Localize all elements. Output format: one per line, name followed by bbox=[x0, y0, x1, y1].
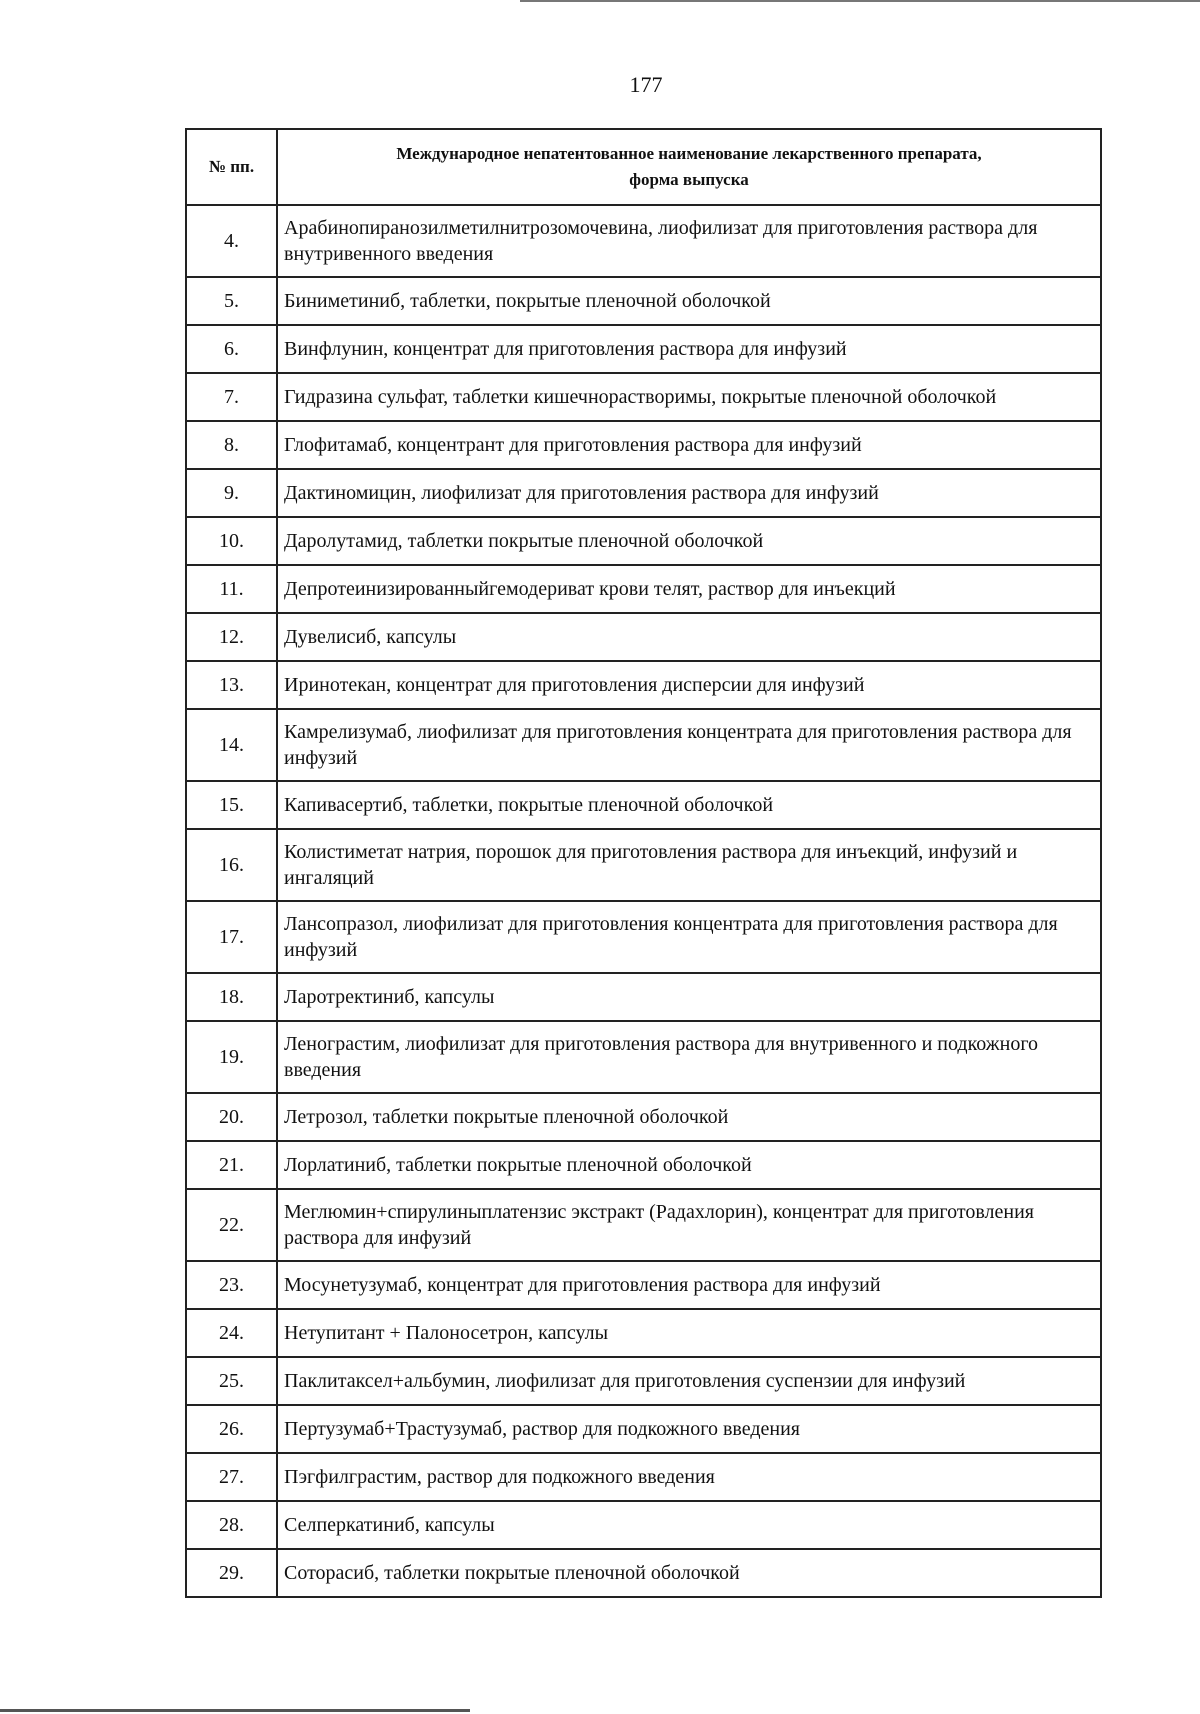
row-drug-name: Пертузумаб+Трастузумаб, раствор для подкожного введения bbox=[277, 1405, 1101, 1453]
row-number: 19. bbox=[186, 1021, 277, 1093]
row-drug-name: Паклитаксел+альбумин, лиофилизат для приготовления суспензии для инфузий bbox=[277, 1357, 1101, 1405]
row-number: 5. bbox=[186, 277, 277, 325]
row-number: 16. bbox=[186, 829, 277, 901]
row-drug-name: Иринотекан, концентрат для приготовления дисперсии для инфузий bbox=[277, 661, 1101, 709]
table-row bbox=[186, 1357, 1101, 1405]
table-row bbox=[186, 781, 1101, 829]
row-number: 18. bbox=[186, 973, 277, 1021]
row-number: 15. bbox=[186, 781, 277, 829]
row-drug-name: Даролутамид, таблетки покрытые пленочной оболочкой bbox=[277, 517, 1101, 565]
table-row bbox=[186, 1501, 1101, 1549]
table-row bbox=[186, 901, 1101, 973]
table-row bbox=[186, 517, 1101, 565]
row-number: 24. bbox=[186, 1309, 277, 1357]
row-drug-name: Дактиномицин, лиофилизат для приготовления раствора для инфузий bbox=[277, 469, 1101, 517]
row-drug-name: Гидразина сульфат, таблетки кишечнорастворимы, покрытые пленочной оболочкой bbox=[277, 373, 1101, 421]
row-number: 13. bbox=[186, 661, 277, 709]
table-row bbox=[186, 325, 1101, 373]
row-number: 23. bbox=[186, 1261, 277, 1309]
row-number: 14. bbox=[186, 709, 277, 781]
row-number: 6. bbox=[186, 325, 277, 373]
row-drug-name: Камрелизумаб, лиофилизат для приготовления концентрата для приготовления раствора для инфузий bbox=[277, 709, 1101, 781]
row-drug-name: Лансопразол, лиофилизат для приготовления концентрата для приготовления раствора для инфузий bbox=[277, 901, 1101, 973]
header-name-line1: Международное непатентованное наименование лекарственного препарата, bbox=[396, 144, 982, 163]
table-row bbox=[186, 565, 1101, 613]
row-drug-name: Винфлунин, концентрат для приготовления раствора для инфузий bbox=[277, 325, 1101, 373]
row-number: 29. bbox=[186, 1549, 277, 1597]
scan-edge-line-bottom bbox=[0, 1709, 470, 1712]
row-number: 20. bbox=[186, 1093, 277, 1141]
table-row bbox=[186, 613, 1101, 661]
row-number: 27. bbox=[186, 1453, 277, 1501]
row-drug-name: Нетупитант + Палоносетрон, капсулы bbox=[277, 1309, 1101, 1357]
table-row bbox=[186, 1189, 1101, 1261]
row-number: 17. bbox=[186, 901, 277, 973]
scan-edge-line-top bbox=[520, 0, 1200, 2]
table-row bbox=[186, 973, 1101, 1021]
row-drug-name: Летрозол, таблетки покрытые пленочной оболочкой bbox=[277, 1093, 1101, 1141]
table-row bbox=[186, 1453, 1101, 1501]
table-row bbox=[186, 1141, 1101, 1189]
header-name-line2: форма выпуска bbox=[629, 170, 749, 189]
table-row bbox=[186, 1021, 1101, 1093]
table-row bbox=[186, 1093, 1101, 1141]
row-drug-name: Меглюмин+спирулиныплатензис экстракт (Радахлорин), концентрат для приготовления раствора для инфузий bbox=[277, 1189, 1101, 1261]
row-drug-name: Депротеинизированныйгемодериват крови телят, раствор для инъекций bbox=[277, 565, 1101, 613]
row-drug-name: Биниметиниб, таблетки, покрытые пленочной оболочкой bbox=[277, 277, 1101, 325]
row-drug-name: Глофитамаб, концентрант для приготовления раствора для инфузий bbox=[277, 421, 1101, 469]
table-row bbox=[186, 205, 1101, 277]
page-number: 177 bbox=[629, 72, 663, 97]
row-number: 12. bbox=[186, 613, 277, 661]
row-drug-name: Арабинопиранозилметилнитрозомочевина, лиофилизат для приготовления раствора для внутривенного введения bbox=[277, 205, 1101, 277]
row-number: 7. bbox=[186, 373, 277, 421]
row-number: 10. bbox=[186, 517, 277, 565]
row-number: 9. bbox=[186, 469, 277, 517]
row-number: 25. bbox=[186, 1357, 277, 1405]
table-row bbox=[186, 1549, 1101, 1597]
table-row bbox=[186, 709, 1101, 781]
table-row bbox=[186, 1261, 1101, 1309]
row-number: 21. bbox=[186, 1141, 277, 1189]
table-row bbox=[186, 421, 1101, 469]
row-drug-name: Селперкатиниб, капсулы bbox=[277, 1501, 1101, 1549]
row-drug-name: Пэгфилграстим, раствор для подкожного введения bbox=[277, 1453, 1101, 1501]
row-drug-name: Мосунетузумаб, концентрат для приготовления раствора для инфузий bbox=[277, 1261, 1101, 1309]
table-row bbox=[186, 1309, 1101, 1357]
row-number: 28. bbox=[186, 1501, 277, 1549]
row-drug-name: Соторасиб, таблетки покрытые пленочной оболочкой bbox=[277, 1549, 1101, 1597]
table-row bbox=[186, 1405, 1101, 1453]
row-drug-name: Ларотректиниб, капсулы bbox=[277, 973, 1101, 1021]
table-body bbox=[186, 205, 1101, 1597]
header-name bbox=[277, 129, 1101, 205]
row-number: 22. bbox=[186, 1189, 277, 1261]
row-drug-name: Колистиметат натрия, порошок для приготовления раствора для инъекций, инфузий и ингаляций bbox=[277, 829, 1101, 901]
table-row bbox=[186, 829, 1101, 901]
row-number: 11. bbox=[186, 565, 277, 613]
row-drug-name: Лорлатиниб, таблетки покрытые пленочной оболочкой bbox=[277, 1141, 1101, 1189]
table-header-row bbox=[186, 129, 1101, 205]
row-number: 8. bbox=[186, 421, 277, 469]
row-drug-name: Ленограстим, лиофилизат для приготовления раствора для внутривенного и подкожного введения bbox=[277, 1021, 1101, 1093]
row-number: 26. bbox=[186, 1405, 277, 1453]
row-number: 4. bbox=[186, 205, 277, 277]
table-row bbox=[186, 277, 1101, 325]
table-row bbox=[186, 661, 1101, 709]
row-drug-name: Дувелисиб, капсулы bbox=[277, 613, 1101, 661]
table-row bbox=[186, 469, 1101, 517]
drug-table bbox=[185, 128, 1102, 1598]
table-row bbox=[186, 373, 1101, 421]
header-number: № пп. bbox=[186, 129, 277, 205]
row-drug-name: Капивасертиб, таблетки, покрытые пленочной оболочкой bbox=[277, 781, 1101, 829]
